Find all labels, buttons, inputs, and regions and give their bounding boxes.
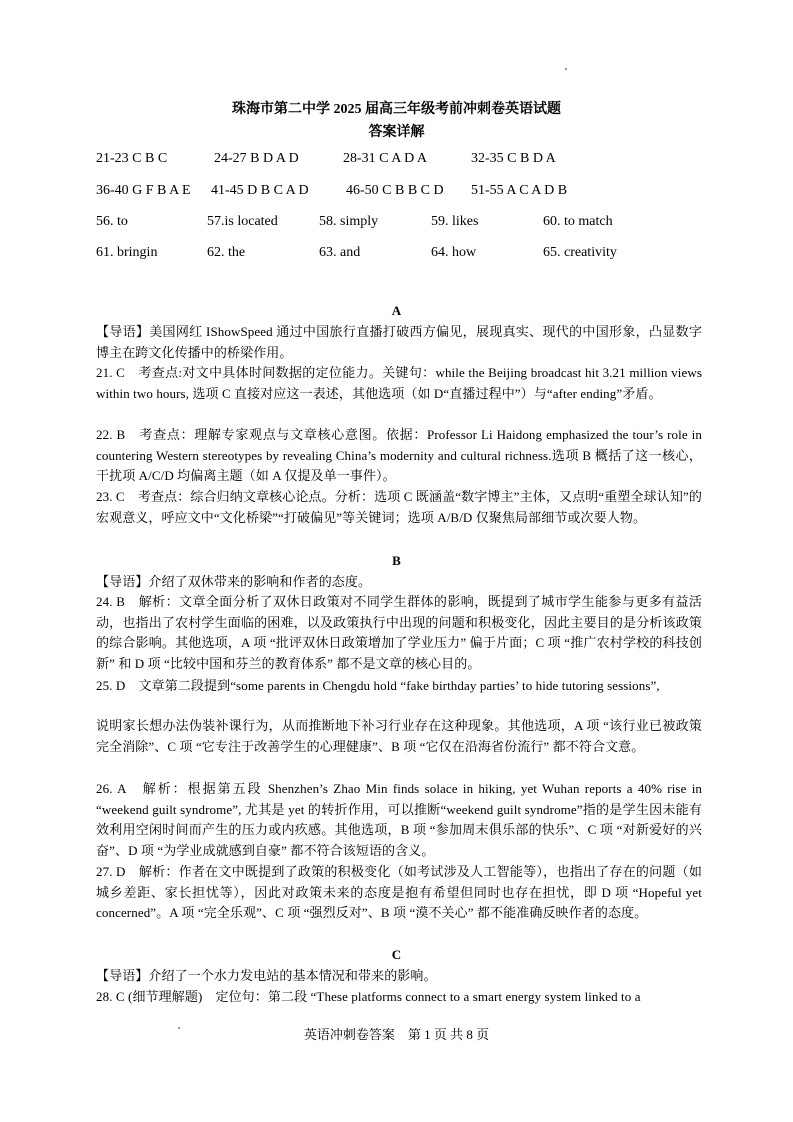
document-title: 珠海市第二中学 2025 届高三年级考前冲刺卷英语试题 xyxy=(232,102,561,117)
page-footer: 英语冲刺卷答案 第 1 页 共 8 页 xyxy=(303,1027,490,1042)
section-c-intro: 【导语】介绍了一个水力发电站的基本情况和带来的影响。 xyxy=(96,968,437,983)
question-25-explanation: 25. D 文章第二段提到“some parents in Chengdu hold “fake birthday parties’ to hide tutoring sessions”, xyxy=(96,678,660,693)
answer-cell: 60. to match xyxy=(543,214,613,229)
question-24-explanation: 24. B 解析：文章全面分析了双休日政策对不同学生群体的影响，既提到了城市学生能参与更多有益活动，也指出了农村学生面临的困难，以及政策执行中出现的问题和积极变化，因此主要目的是分析该政策的综合影响。其他选项，A 项 “批评双休日政策增加了学业压力” 偏于片面；C 项 “推广农村学校的科技创新” 和 D 项 “比较中国和芬兰的教育体系” 都不是文章的核心目的。 xyxy=(96,594,702,671)
answer-cell: 58. simply xyxy=(319,214,379,229)
question-27-explanation: 27. D 解析：作者在文中既提到了政策的积极变化（如考试涉及人工智能等），也指出了存在的问题（如城乡差距、家长担忧等），因此对政策未来的态度是抱有希望但同时也存在担忧，即 D 项 “Hopeful yet concerned”。A 项 “完全乐观”、C 项 “强烈反对”、B 项 “漠不关心” 都不能准确反映作者的态度。 xyxy=(96,864,702,921)
answer-row-1 xyxy=(0,151,793,171)
answer-cell: 21-23 C B C xyxy=(96,151,168,166)
answer-cell: 28-31 C A D A xyxy=(343,151,428,166)
question-28-explanation: 28. C (细节理解题) 定位句：第二段 “These platforms connect to a smart energy system linked to a xyxy=(96,989,641,1004)
document-subtitle: 答案详解 xyxy=(368,125,425,140)
answer-cell: 32-35 C B D A xyxy=(471,151,556,166)
question-23-explanation: 23. C 考查点：综合归纳文章核心论点。分析：选项 C 既涵盖“数字博主”主体，又点明“重塑全球认知”的宏观意义，呼应文中“文化桥梁”“打破偏见”等关键词；选项 A/B/D 仅聚焦局部细节或次要人物。 xyxy=(96,489,702,525)
answer-cell: 36-40 G F B A E xyxy=(96,183,191,198)
answer-cell: 57.is located xyxy=(207,214,278,229)
section-c-heading: C xyxy=(391,947,402,962)
answer-cell: 24-27 B D A D xyxy=(214,151,299,166)
question-21-explanation: 21. C 考查点:对文中具体时间数据的定位能力。关键句：while the Beijing broadcast hit 3.21 million views within two hours, 选项 C 直接对应这一表述，其他选项（如 D“直播过程中”）与“after ending”矛盾。 xyxy=(96,365,702,401)
answer-cell: 41-45 D B C A D xyxy=(211,183,309,198)
scan-dot xyxy=(565,68,567,70)
answer-row-3 xyxy=(0,214,793,234)
answer-cell: 63. and xyxy=(319,245,361,260)
question-25-explanation-continued: 说明家长想办法伪装补课行为，从而推断地下补习行业存在这种现象。其他选项，A 项 “该行业已被政策完全消除”、C 项 “它专注于改善学生的心理健康”、B 项 “它仅在沿海省份流行” 都不符合文意。 xyxy=(96,718,702,754)
section-a-heading: A xyxy=(391,303,402,318)
answer-row-2 xyxy=(0,183,793,203)
question-22-explanation: 22. B 考查点：理解专家观点与文章核心意图。依据：Professor Li Haidong emphasized the tour’s role in countering Western stereotypes by revealing China’s modernity and cultural richness.选项 B 概括了这一核心，干扰项 A/C/D 均偏离主题（如 A 仅提及单一事件）。 xyxy=(96,427,702,484)
answer-cell: 64. how xyxy=(431,245,477,260)
answer-cell: 62. the xyxy=(207,245,246,260)
question-26-explanation: 26. A 解析：根据第五段 Shenzhen’s Zhao Min finds solace in hiking, yet Wuhan reports a 40% rise in “weekend guilt syndrome”, 尤其是 yet 的转折作用，可以推断“weekend guilt syndrome”指的是学生因未能有效利用空闲时间而产生的压力或内疚感。其他选项，B 项 “参加周末俱乐部的快乐”、C 项 “对新爱好的兴奋”、D 项 “为学业成就感到自豪” 都不符合该短语的含义。 xyxy=(96,781,702,858)
answer-cell: 46-50 C B B C D xyxy=(346,183,444,198)
answer-row-4 xyxy=(0,245,793,265)
answer-cell: 56. to xyxy=(96,214,128,229)
answer-cell: 51-55 A C A D B xyxy=(471,183,568,198)
section-b-heading: B xyxy=(392,553,401,568)
answer-cell: 61. bringin xyxy=(96,245,158,260)
section-a-intro: 【导语】美国网红 IShowSpeed 通过中国旅行直播打破西方偏见，展现真实、现代的中国形象，凸显数字博主在跨文化传播中的桥梁作用。 xyxy=(96,324,702,360)
section-b-intro: 【导语】介绍了双休带来的影响和作者的态度。 xyxy=(96,574,372,589)
answer-cell: 59. likes xyxy=(431,214,479,229)
answer-cell: 65. creativity xyxy=(543,245,617,260)
